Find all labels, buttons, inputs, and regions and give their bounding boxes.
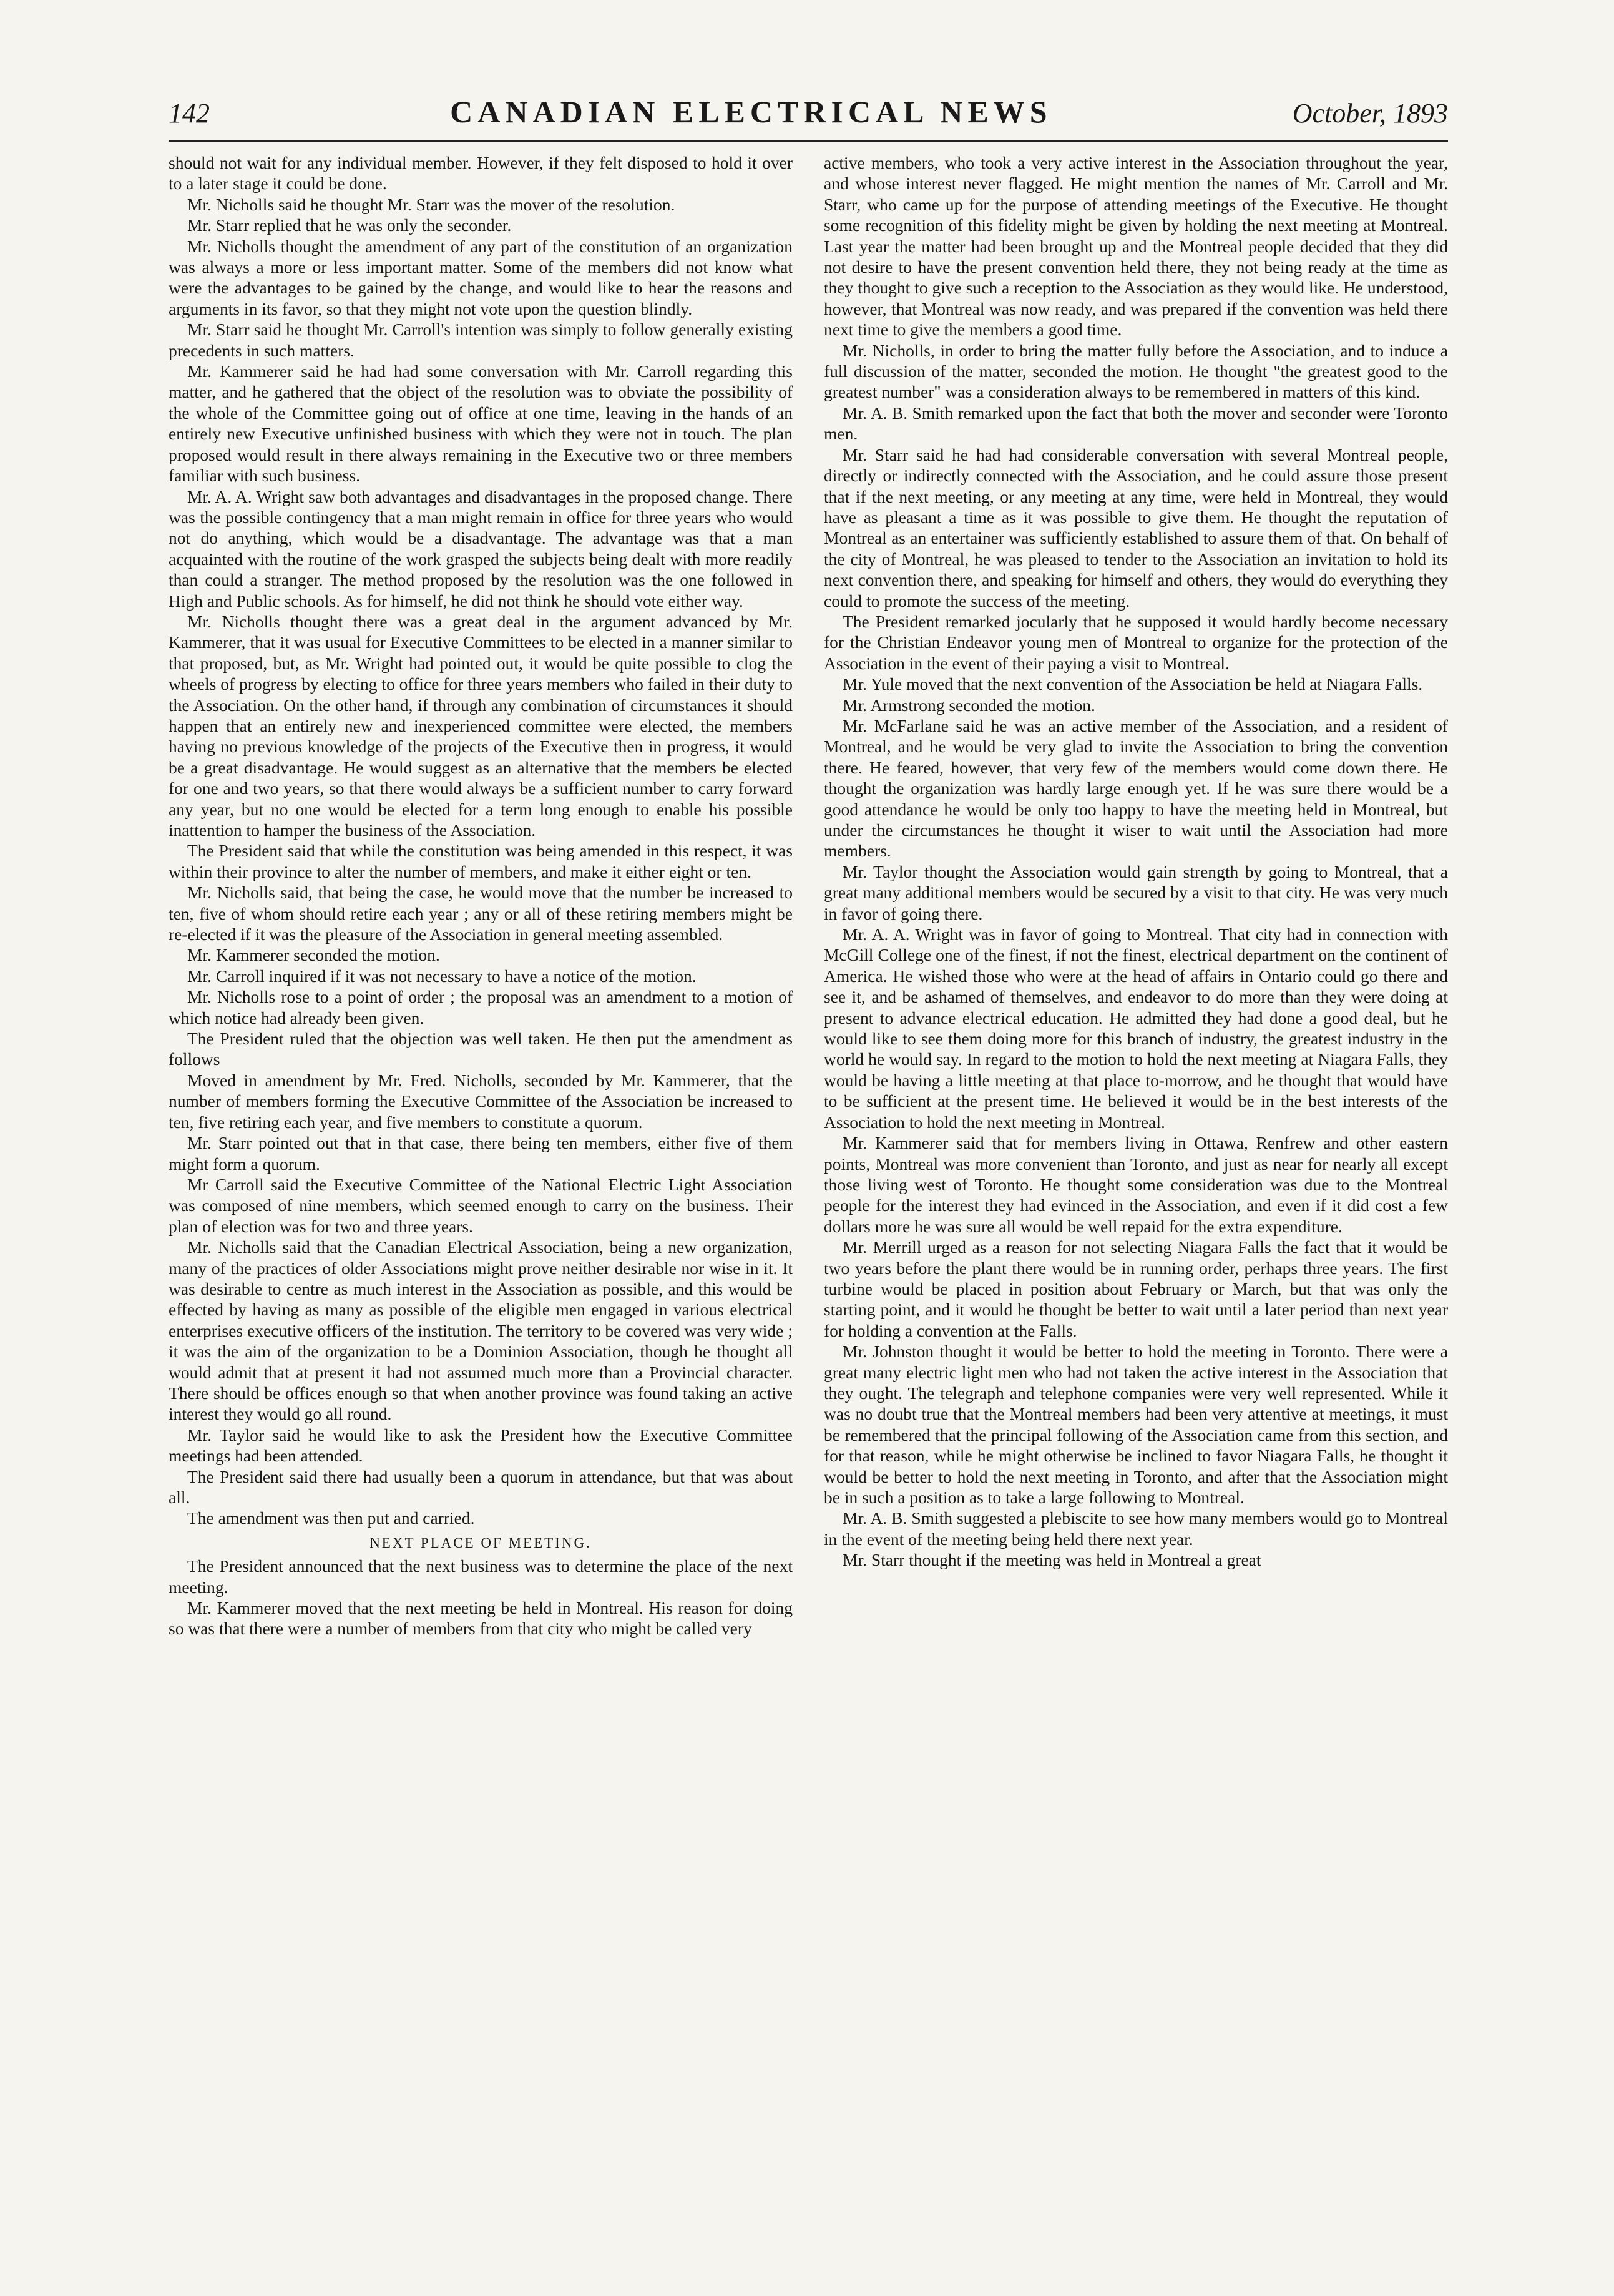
paragraph: Mr. Nicholls said that the Canadian Electrical Association, being a new organization, many of the practices of older Associations might prove neither desirable nor wise in it. It was desirable to centre as much interest in the Association as possible, and this would be effected by having as many as possible of the eligible men engaged in various electrical enterprises executive officers of the institution. The territory to be covered was very wide ; it was the aim of the organization to be a Dominion Association, though he thought all would admit that at present it had not assumed much more than a Provincial character. There should be offices enough so that when another province was found taking an active interest they would go all round. [169, 1237, 793, 1424]
paragraph: Mr. A. B. Smith suggested a plebiscite to see how many members would go to Montreal in the event of the meeting being held there next year. [824, 1508, 1448, 1549]
paragraph: Mr. A. B. Smith remarked upon the fact that both the mover and seconder were Toronto men. [824, 403, 1448, 444]
paragraph: The President announced that the next business was to determine the place of the next meeting. [169, 1556, 793, 1597]
paragraph: Mr. Merrill urged as a reason for not selecting Niagara Falls the fact that it would be two years before the plant there would be in running order, perhaps three years. The first turbine would be placed in position about February or March, but that was only the starting point, and it would he thought be better to wait until a later period than next year for holding a convention at the Falls. [824, 1237, 1448, 1340]
paragraph: Mr. Taylor thought the Association would gain strength by going to Montreal, that a great many additional members would be secured by a visit to that city. He was very much in favor of going there. [824, 861, 1448, 923]
paragraph: Mr. Yule moved that the next convention of the Association be held at Niagara Falls. [843, 674, 1423, 694]
paragraph: Mr. Nicholls thought there was a great deal in the argument advanced by Mr. Kammerer, that it was usual for Executive Committees to be elected in a manner similar to that proposed, but, as Mr. Wright had pointed out, it would be quite possible to clog the wheels of progress by electing to office for three years members who failed in their duty to the Association. On the other hand, if through any combination of circumstances it should happen that an entirely new and inexperienced committee were elected, the members having no previous knowledge of the projects of the Executive then in progress, it would be a great disadvantage. He would suggest as an alternative that the members be elected for one and two years, so that there would always be a sufficient number to carry forward any year, but no one would be elected for a term long enough to enable his possible inattention to hamper the business of the Association. [169, 611, 793, 840]
paragraph: The President said that while the constitution was being amended in this respect, it was within their province to alter the number of members, and make it either eight or ten. [169, 841, 793, 881]
paragraph: Mr. Kammerer said he had had some conversation with Mr. Carroll regarding this matter, and he gathered that the object of the resolution was to obviate the possibility of the whole of the Committee going out of office at one time, leaving in the hands of an entirely new Executive unfinished business with which they were not in touch. The plan proposed would result in there always remaining in the Executive two or three members familiar with such business. [169, 361, 793, 486]
header-rule [169, 140, 1448, 142]
left-column [169, 152, 793, 2275]
paragraph: Mr. Starr said he had had considerable conversation with several Montreal people, directly or indirectly connected with the Association, and he could assure those present that if the next meeting, or any meeting at any time, were held in Montreal, they would have as pleasant a time as it was possible to give them. He thought the reputation of Montreal as an entertainer was sufficiently established to assure them of that. On behalf of the city of Montreal, he was pleased to tender to the Association an invitation to hold its next convention there, and speaking for himself and others, they would do everything they could to promote the success of the meeting. [824, 444, 1448, 611]
issue-date: October, 1893 [1292, 98, 1448, 129]
page-header [169, 94, 1448, 137]
page-number: 142 [169, 98, 210, 129]
paragraph: Mr. Nicholls rose to a point of order ; the proposal was an amendment to a motion of which notice had already been given. [169, 987, 793, 1028]
paragraph: Mr. Taylor said he would like to ask the President how the Executive Committee meetings had been attended. [169, 1425, 793, 1466]
paragraph: Mr. A. A. Wright saw both advantages and disadvantages in the proposed change. There was the possible contingency that a man might remain in office for three years who would not do anything, which would be a disadvantage. The advantage was that a man acquainted with the routine of the work grasped the subjects being dealt with more readily than could a stranger. The method proposed by the resolution was the one followed in High and Public schools. As for himself, he did not think he should vote either way. [169, 486, 793, 611]
paragraph: Mr. Carroll inquired if it was not necessary to have a notice of the motion. [187, 966, 697, 986]
paragraph: Mr. A. A. Wright was in favor of going to Montreal. That city had in connection with McGill College one of the finest, if not the finest, electrical department on the continent of America. He wished those who were at the head of affairs in Ontario could go there and see it, and be ashamed of themselves, and endeavor to do more than they were doing at present to advance electrical education. He admitted they had done a good deal, but he would like to see them doing more for this branch of industry, the greatest industry in the world he would say. In regard to the motion to hold the next meeting at Niagara Falls, they would be having a little meeting at that place to-morrow, and he thought that would have to be sufficient at the present time. He believed it would be in the best interests of the Association to hold the next meeting in Montreal. [824, 925, 1448, 1132]
paragraph: Mr. McFarlane said he was an active member of the Association, and a resident of Montreal, and he would be very glad to invite the Association to bring the convention there. He feared, however, that very few of the members would come down there. He thought the organization was hardly large enough yet. If he was sure there would be a good attendance he would be only too happy to have the meeting held in Montreal, but under the circumstances he thought it wiser to wait until the Association had more members. [824, 715, 1448, 861]
paragraph: Moved in amendment by Mr. Fred. Nicholls, seconded by Mr. Kammerer, that the number of members forming the Executive Committee of the Association be increased to ten, five retiring each year, and five members to constitute a quorum. [169, 1070, 793, 1132]
paragraph: Mr. Kammerer seconded the motion. [187, 945, 440, 965]
paragraph: Mr. Nicholls thought the amendment of any part of the constitution of an organization was always a more or less important matter. Some of the members did not know what were the advantages to be gained by the change, and would like to hear the reasons and arguments in its favor, so that they might not vote upon the question blindly. [169, 236, 793, 318]
paragraph: Mr. Starr said he thought Mr. Carroll's intention was simply to follow generally existing precedents in such matters. [169, 320, 793, 360]
paragraph: Mr. Johnston thought it would be better to hold the meeting in Toronto. There were a great many electric light men who had not taken the active interest in the Association that they ought. The telegraph and telephone companies were very well represented. While it was no doubt true that the Montreal members had been very attentive at meetings, it must be remembered that the principal following of the Association came from this section, and for that reason, while he might otherwise be inclined to favor Niagara Falls, he thought it would be better to hold the next meeting in Toronto, and after that the Association might be in such a position as to take a large following to Montreal. [824, 1342, 1448, 1507]
paragraph: Mr. Nicholls said he thought Mr. Starr was the mover of the resolution. [187, 194, 675, 214]
publication-title: CANADIAN ELECTRICAL NEWS [450, 94, 1052, 129]
paragraph: Mr. Starr pointed out that in that case, there being ten members, either five of them might form a quorum. [169, 1133, 793, 1174]
paragraph: Mr. Nicholls, in order to bring the matter fully before the Association, and to induce a full discussion of the matter, seconded the motion. He thought "the greatest good to the greatest number" was a consideration always to be remembered in matters of this kind. [824, 340, 1448, 402]
paragraph: active members, who took a very active interest in the Association throughout the year, and whose interest never flagged. He might mention the names of Mr. Carroll and Mr. Starr, who came up for the purpose of attending meetings of the Executive. He thought some recognition of this fidelity might be given by holding the next meeting at Montreal. Last year the matter had been brought up and the Montreal people decided that they did not desire to have the present convention held there, they not being ready at the time as they thought to give such a reception to the Association as they would like. He understood, however, that Montreal was now ready, and was prepared if the convention was held there next time to give the members a good time. [824, 153, 1448, 340]
right-column [824, 152, 1448, 2275]
paragraph: The President ruled that the objection was well taken. He then put the amendment as follows [169, 1029, 793, 1069]
paragraph: Mr. Starr thought if the meeting was held in Montreal a great [843, 1550, 1261, 1570]
paragraph: Mr Carroll said the Executive Committee of the National Electric Light Association was composed of nine members, which seemed enough to carry on the business. Their plan of election was for two and three years. [169, 1174, 793, 1236]
paragraph: should not wait for any individual member. However, if they felt disposed to hold it over to a later stage it could be done. [169, 153, 793, 194]
paragraph: Mr. Armstrong seconded the motion. [843, 695, 1095, 715]
section-heading: NEXT PLACE OF MEETING. [369, 1534, 592, 1551]
paragraph: Mr. Kammerer moved that the next meeting be held in Montreal. His reason for doing so was that there were a number of members from that city who might be called very [169, 1598, 793, 1639]
paragraph: The President said there had usually been a quorum in attendance, but that was about all. [169, 1466, 793, 1507]
paragraph: Mr. Starr replied that he was only the seconder. [187, 215, 512, 235]
paragraph: Mr. Kammerer said that for members living in Ottawa, Renfrew and other eastern points, Montreal was more convenient than Toronto, and just as near for nearly all except those living west of Toronto. He thought some consideration was due to the Montreal people for the interest they had evinced in the Association, and even if it did cost a few dollars more he was sure all would be well repaid for the extra expenditure. [824, 1133, 1448, 1236]
paragraph: The President remarked jocularly that he supposed it would hardly become necessary for the Christian Endeavor young men of Montreal to organize for the protection of the Association in the event of their paying a visit to Montreal. [824, 611, 1448, 673]
paragraph: The amendment was then put and carried. [187, 1508, 475, 1528]
paragraph: Mr. Nicholls said, that being the case, he would move that the number be increased to ten, five of whom should retire each year ; any or all of these retiring members might be re-elected if it was the pleasure of the Association in general meeting assembled. [169, 883, 793, 944]
